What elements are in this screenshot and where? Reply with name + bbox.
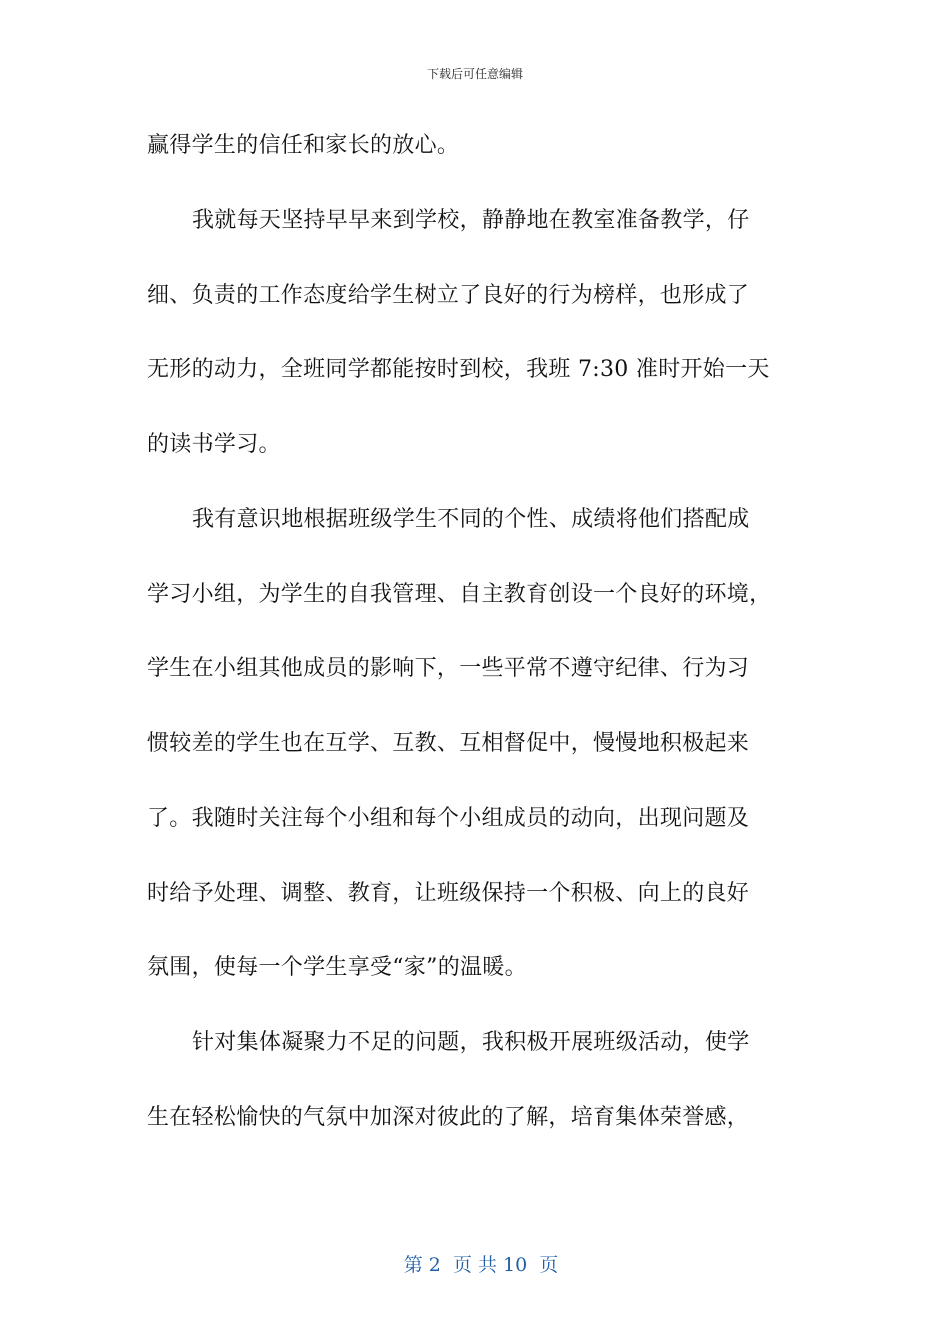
text-line: 惯较差的学生也在互学、互教、互相督促中，慢慢地积极起来 xyxy=(147,731,750,756)
text-line: 针对集体凝聚力不足的问题，我积极开展班级活动，使学 xyxy=(192,1030,750,1055)
page-number-text: 第 2 页 共 10 页 xyxy=(403,1254,559,1276)
text-line: 学生在小组其他成员的影响下，一些平常不遵守纪律、行为习 xyxy=(147,656,750,681)
text-line: 赢得学生的信任和家长的放心。 xyxy=(147,133,460,158)
text-line: 时给予处理、调整、教育，让班级保持一个积极、向上的良好 xyxy=(147,881,750,906)
text-line: 生在轻松愉快的气氛中加深对彼此的了解，培育集体荣誉感， xyxy=(147,1105,750,1130)
text-line: 无形的动力，全班同学都能按时到校，我班 7:30 准时开始一天 xyxy=(147,357,770,382)
text-line: 的读书学习。 xyxy=(147,432,281,457)
text-line: 我就每天坚持早早来到学校，静静地在教室准备教学，仔 xyxy=(192,208,750,233)
header-text: 下载后可任意编辑 xyxy=(426,67,523,81)
text-line: 了。我随时关注每个小组和每个小组成员的动向，出现问题及 xyxy=(147,806,750,831)
page-footer xyxy=(0,1226,950,1278)
text-line: 我有意识地根据班级学生不同的个性、成绩将他们搭配成 xyxy=(192,507,750,532)
text-line: 细、负责的工作态度给学生树立了良好的行为榜样，也形成了 xyxy=(147,283,750,308)
text-line: 氛围，使每一个学生享受“家”的温暖。 xyxy=(147,955,527,980)
text-line: 学习小组，为学生的自我管理、自主教育创设一个良好的环境， xyxy=(147,582,772,607)
